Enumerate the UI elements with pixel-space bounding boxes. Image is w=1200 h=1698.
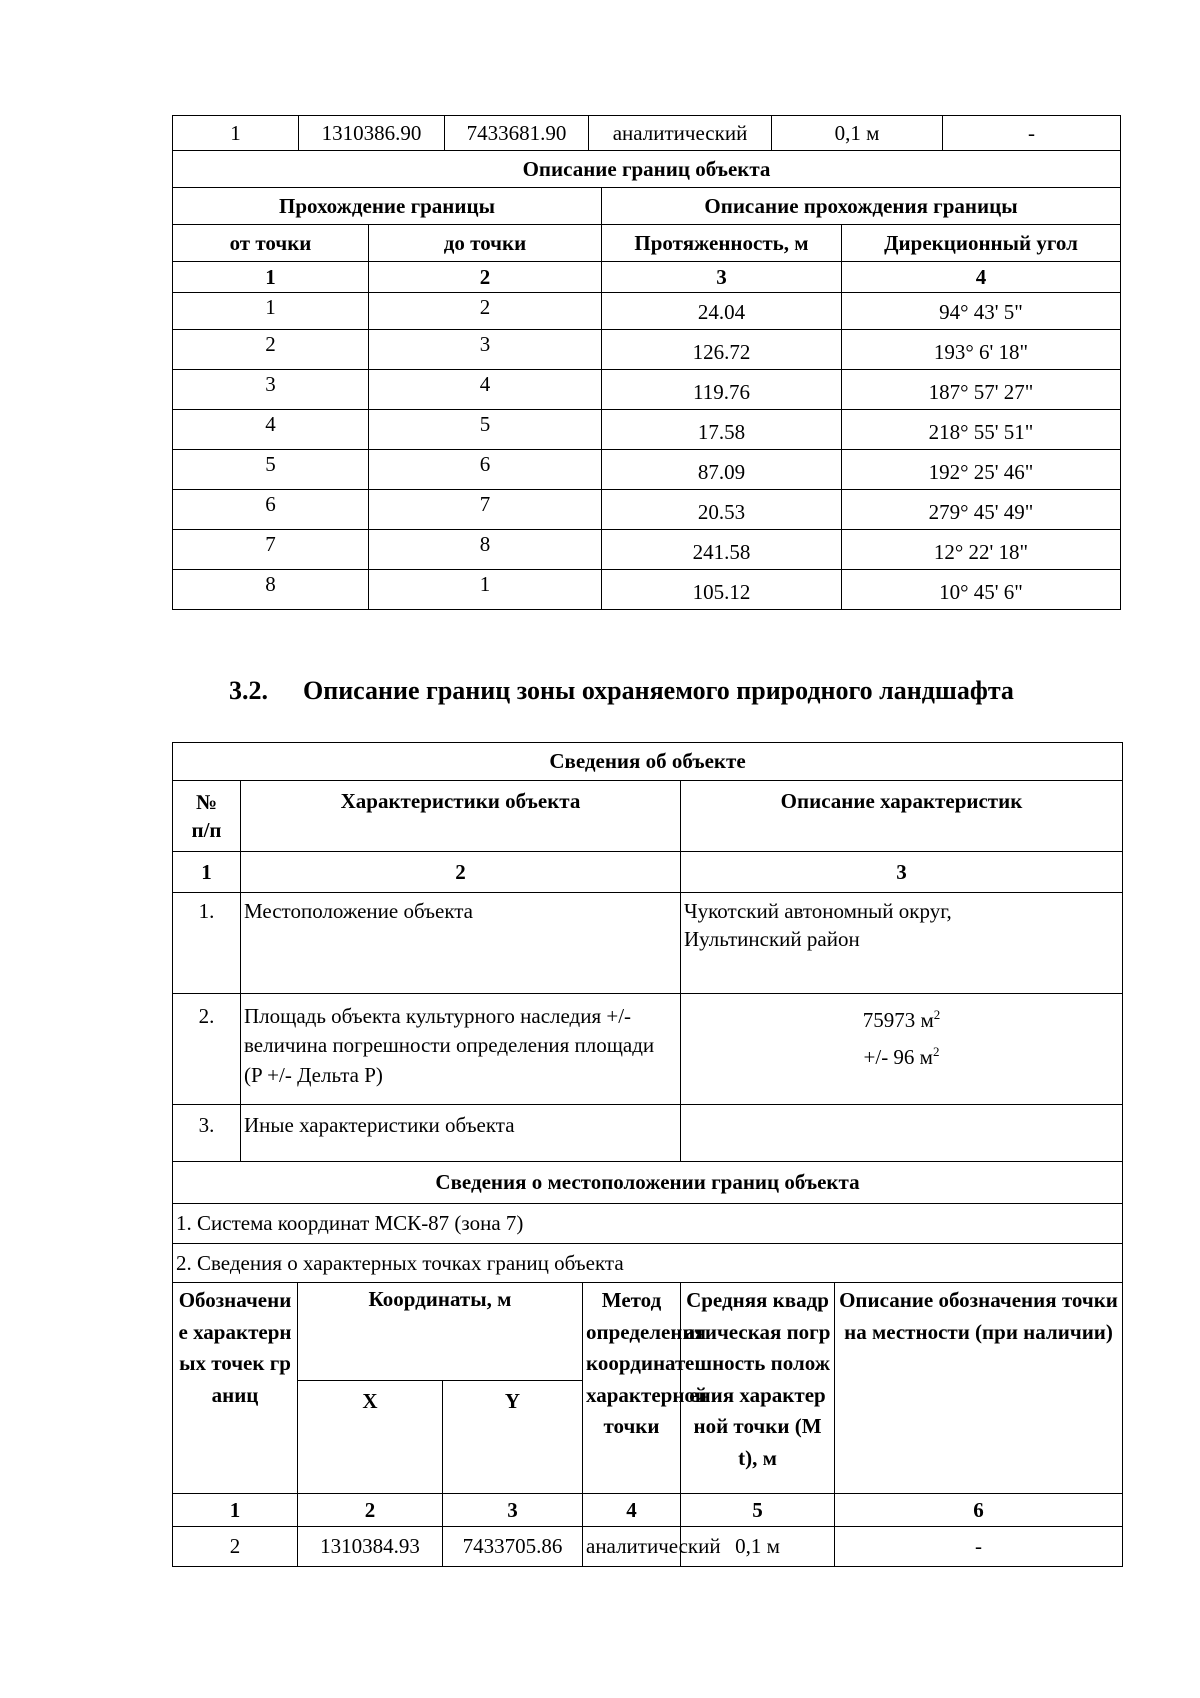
table-row [173,1283,1123,1381]
segment-length: 119.76 [602,370,842,410]
y-cell: 7433705.86 [443,1527,583,1567]
point-id-cell: 2 [173,1527,298,1567]
designation-header: Обозначение характерных точек границ [173,1283,298,1494]
description-value: - [1028,120,1036,145]
table-row [173,781,1123,852]
segment-length: 87.09 [602,450,842,490]
table-row [173,1527,1123,1567]
characteristics-header: Характеристики объекта [241,781,681,852]
from-point: 7 [173,530,369,570]
table-row [173,293,1121,330]
table-row [173,370,1121,410]
method-cell: аналитический [589,116,772,151]
section-number: 3.2. [229,676,268,705]
passage-group-header: Прохождение границы [173,188,602,225]
table-row [173,530,1121,570]
table-row [173,1204,1123,1244]
segment-length: 105.12 [602,570,842,610]
section-heading [229,676,1014,706]
number-header: № п/п [173,781,241,852]
table-row [173,743,1123,781]
column-number: 1 [173,852,241,893]
direction-angle: 94° 43' 5" [842,293,1121,330]
description-group-header: Описание прохождения границы [602,188,1121,225]
table-row [173,151,1121,188]
coordinates-header: Координаты, м [298,1283,583,1381]
column-number: 6 [835,1494,1123,1527]
from-point: 4 [173,410,369,450]
to-point: 5 [369,410,602,450]
from-point: 5 [173,450,369,490]
description-header: Описание характеристик [681,781,1123,852]
column-number: 2 [241,852,681,893]
column-number: 4 [583,1494,681,1527]
location-title: Сведения о местоположении границ объекта [173,1162,1123,1204]
segment-length: 126.72 [602,330,842,370]
table-row [173,410,1121,450]
direction-angle: 187° 57' 27" [842,370,1121,410]
characteristic-value: 75973 $м^2$ +/- 96 $м^2$ [681,994,1123,1105]
point-id-cell: 1 [173,116,299,151]
y-cell: 7433681.90 [445,116,589,151]
x-cell: 1310386.90 [299,116,445,151]
table-row [173,225,1121,262]
row-number: 2. [173,994,241,1105]
object-info-table [172,742,1123,1567]
description-header: Описание обозначения точки на местности (при наличии) [835,1283,1123,1494]
error-value: 0,1 м [772,116,943,150]
from-point: 2 [173,330,369,370]
table-row [173,893,1123,994]
to-point-header: до точки [369,225,602,262]
from-point: 1 [173,293,369,330]
x-cell: 1310384.93 [298,1527,443,1567]
to-point: 8 [369,530,602,570]
to-point: 7 [369,490,602,530]
table-row [173,852,1123,893]
table-row [173,1105,1123,1162]
column-number: 3 [681,852,1123,893]
from-point: 6 [173,490,369,530]
angle-header: Дирекционный угол [842,225,1121,262]
characteristic-value [681,1105,1123,1162]
direction-angle: 279° 45' 49" [842,490,1121,530]
characteristic-name: Площадь объекта культурного наследия +/- величина погрешности определения площади (P +/- Дельта P) [241,994,681,1105]
segment-length: 17.58 [602,410,842,450]
table-row [173,1162,1123,1204]
to-point: 6 [369,450,602,490]
column-number: 5 [681,1494,835,1527]
error-cell: 0,1 м [681,1527,835,1567]
segment-length: 20.53 [602,490,842,530]
area-error: +/- 96 м [863,1044,933,1069]
error-description-cell [772,116,1121,151]
segment-length: 241.58 [602,530,842,570]
table-row [173,570,1121,610]
from-point: 3 [173,370,369,410]
y-header: Y [443,1381,583,1494]
description-cell: - [835,1527,1123,1567]
table-row [173,1244,1123,1283]
to-point: 4 [369,370,602,410]
table-row [173,262,1121,293]
method-header: Метод определения координат характерной точки [583,1283,681,1494]
length-header: Протяженность, м [602,225,842,262]
column-number: 3 [602,262,842,293]
to-point: 2 [369,293,602,330]
table-row [173,450,1121,490]
row-number: 1. [173,893,241,994]
direction-angle: 192° 25' 46" [842,450,1121,490]
row-number: 3. [173,1105,241,1162]
direction-angle: 218° 55' 51" [842,410,1121,450]
column-number: 2 [298,1494,443,1527]
column-number: 4 [842,262,1121,293]
table-title: Описание границ объекта [173,151,1121,188]
characteristic-name: Местоположение объекта [241,893,681,994]
section-title: Описание границ зоны охраняемого природного ландшафта [303,676,1014,705]
column-number: 2 [369,262,602,293]
table-row [173,994,1123,1105]
from-point-header: от точки [173,225,369,262]
area-value: 75973 м [862,1008,934,1032]
column-number: 3 [443,1494,583,1527]
table-row [173,188,1121,225]
table-title: Сведения об объекте [173,743,1123,781]
to-point: 1 [369,570,602,610]
x-header: X [298,1381,443,1494]
coordinate-system: 1. Система координат МСК-87 (зона 7) [173,1204,1123,1244]
direction-angle: 10° 45' 6" [842,570,1121,610]
from-point: 8 [173,570,369,610]
table-row [173,116,1121,151]
table-row [173,330,1121,370]
characteristic-value: Чукотский автономный округ, Иультинский район [681,893,1123,994]
direction-angle: 193° 6' 18" [842,330,1121,370]
characteristic-name: Иные характеристики объекта [241,1105,681,1162]
points-info: 2. Сведения о характерных точках границ объекта [173,1244,1123,1283]
table-row [173,1494,1123,1527]
segment-length: 24.04 [602,293,842,330]
error-header: Средняя квадратическая погрешность положения характерной точки (Mt), м [681,1283,835,1494]
direction-angle: 12° 22' 18" [842,530,1121,570]
method-cell: аналитический [583,1527,681,1567]
column-number: 1 [173,1494,298,1527]
to-point: 3 [369,330,602,370]
table-row [173,490,1121,530]
boundary-description-table [172,115,1121,610]
column-number: 1 [173,262,369,293]
